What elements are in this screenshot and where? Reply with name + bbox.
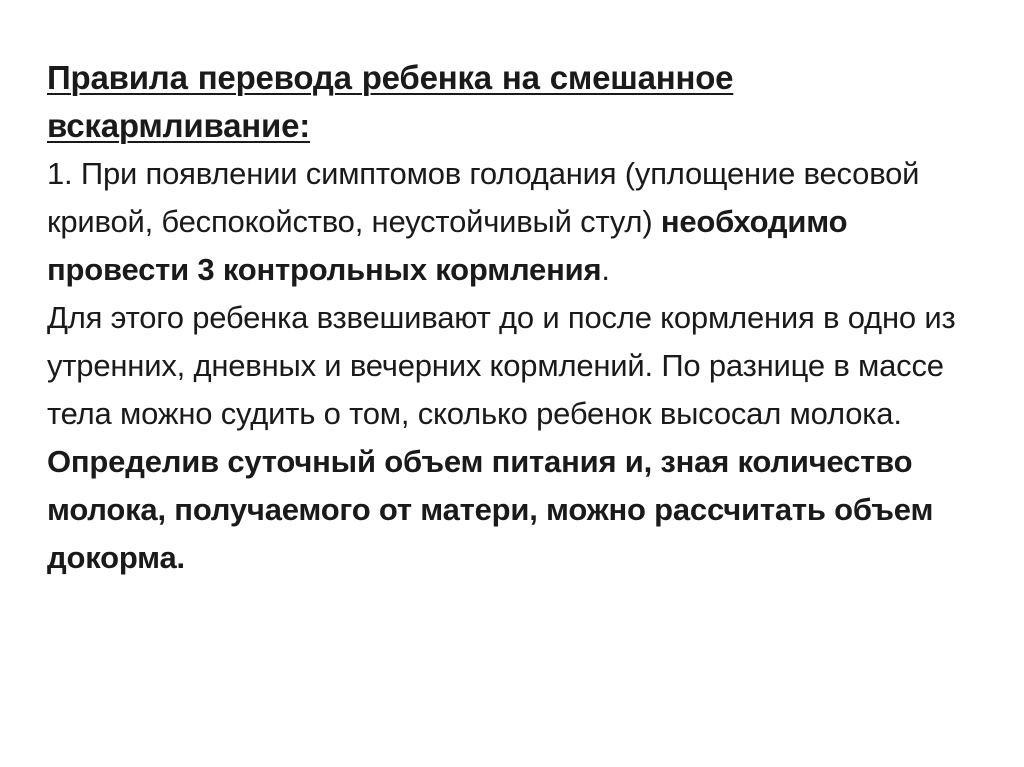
slide-content <box>47 54 987 582</box>
point-1-details: Для этого ребенка взвешивают до и после кормления в одно из утренних, дневных и вечерних кормлений. По разнице в массе тела можно судить о том, сколько ребенок высосал молока. <box>47 300 956 431</box>
point-1-emphasis: необходимо провести 3 контрольных кормления <box>47 204 848 287</box>
point-1-period: . <box>601 252 610 287</box>
point-1 <box>47 150 987 294</box>
point-1-intro: 1. При появлении симптомов голодания (уплощение весовой кривой, беспокойство, неустойчивый стул) <box>47 156 920 239</box>
conclusion: Определив суточный объем питания и, зная количество молока, получаемого от матери, можно рассчитать объем докорма. <box>47 444 934 575</box>
slide-title: Правила перевода ребенка на смешанное вскармливание: <box>47 59 734 144</box>
